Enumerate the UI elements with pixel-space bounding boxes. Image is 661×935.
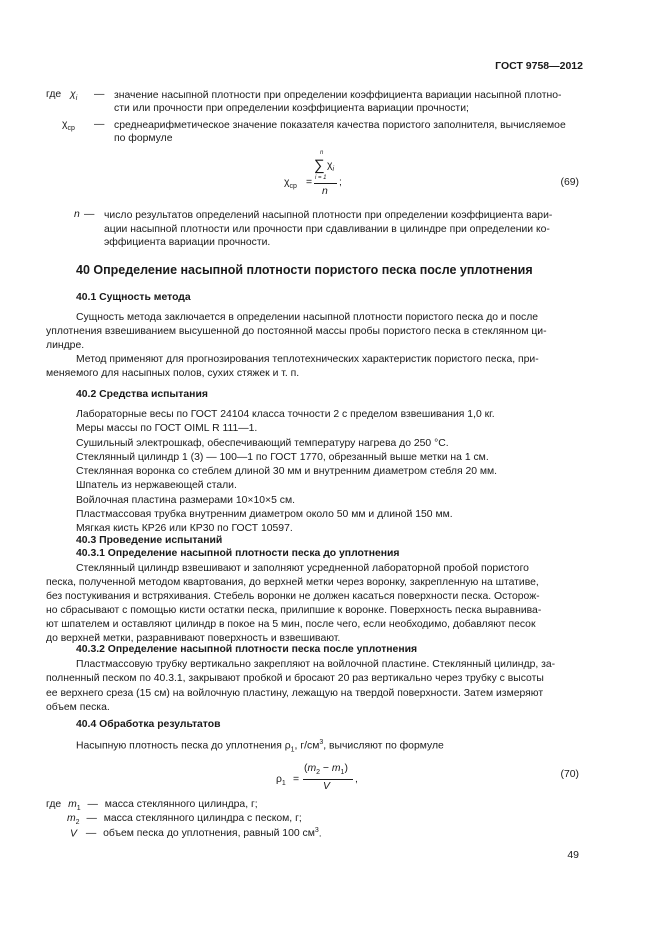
formula-69: $\chi_{ср}$ = n ∑ $\chi_i$ i = 1 n ; <box>284 150 342 197</box>
list-item: Сушильный электрошкаф, обеспечивающий температуру нагрева до 250 °С. <box>76 437 449 449</box>
equation-number-69: (69) <box>560 177 579 188</box>
list-item: Меры массы по ГОСТ OIML R 111—1. <box>76 423 258 435</box>
definition-text: среднеарифметическое значение показателя качества пористого заполнителя, вычисляемое по формуле <box>114 120 566 144</box>
section-40-3-1-title: 40.3.1 Определение насыпной плотности песка до уплотнения <box>76 548 400 559</box>
paragraph-40-1-p1: Сущность метода заключается в определении насыпной плотности пористого песка до и после уплотнения взвешиванием высушенной до постоянной массы пробы пористого песка в стеклянном ци- линдре. <box>46 312 547 352</box>
fraction-bar <box>314 183 337 184</box>
formula-lhs: $\rho_1$ <box>276 774 286 788</box>
definition-m2: $m_2$ — масса стеклянного цилиндра с песком, г; <box>67 813 302 827</box>
list-item: Шпатель из нержавеющей стали. <box>76 480 237 492</box>
definition-n: n — число результатов определений насыпной плотности при определении коэффициента вари- ации насыпной плотности или прочности при сдавливании в цилиндре при определении ко- эффициента вариации прочности. <box>46 209 579 249</box>
section-40-4-intro: Насыпную плотность песка до уплотнения $\rho_1$, $г/см^3$, вычисляют по формуле <box>76 739 444 754</box>
list-item: Стеклянная воронка со стеблем длиной 30 мм и внутренним диаметром стебля 20 мм. <box>76 466 498 478</box>
list-item: Войлочная пластина размерами 10×10×5 см. <box>76 494 295 506</box>
document-code: ГОСТ 9758—2012 <box>495 60 583 72</box>
definition-V: V — объем песка до уплотнения, равный 100 $см^3$. <box>70 827 322 840</box>
dash: — <box>94 89 105 100</box>
page-number: 49 <box>567 849 579 861</box>
formula-numerator: $(m_2 - m_1)$ <box>304 763 348 777</box>
sum-sign: ∑ <box>314 157 325 174</box>
paragraph-40-3-1: Стеклянный цилиндр взвешивают и заполняют усредненной лабораторной пробой пористого песка, полученной методом квартования, до верхней метки через воронку, закрепленную на штативе, без постукивания и встряхивания. Стебель воронки не должен касаться поверхности песка. Осторож- но сбрасывают с помощью кисти остатки песка, прилипшие к воронке. Поверхность песка выравнива- ют шпателем и оставляют цилиндр в покое на 5 мин, после чего, если необходимо, добавляют песок до верхней метки, разравнивают поверхность и взвешивают. <box>46 563 542 644</box>
equipment-list <box>76 408 579 537</box>
section-40-3-title: 40.3 Проведение испытаний <box>76 535 223 546</box>
definition-m1: где $m_1$ — масса стеклянного цилиндра, г; <box>46 799 258 813</box>
fraction-bar <box>303 779 353 780</box>
dash: — <box>94 119 105 130</box>
definition-chi-avg <box>46 119 579 145</box>
list-item: Пластмассовая трубка внутренним диаметром около 50 мм и длиной 150 мм. <box>76 509 453 521</box>
section-40-title: 40 Определение насыпной плотности пористого песка после уплотнения <box>76 263 533 277</box>
section-40-3-2-title: 40.3.2 Определение насыпной плотности песка после уплотнения <box>76 644 418 655</box>
definition-chi-i <box>46 89 579 115</box>
paragraph-40-3-2: Пластмассовую трубку вертикально закрепляют на войлочной пластине. Стеклянный цилиндр, за- полненный песком по 40.3.1, закрывают пробкой и бросают 20 раз вертикально через трубку с высоты ее верхнего среза (15 см) на войлочную пластину, лежащую на твердой поверхности. Затем измеряют объем песка. <box>46 659 556 713</box>
symbol-n: n <box>74 209 80 220</box>
section-40-4-title: 40.4 Обработка результатов <box>76 719 221 730</box>
paragraph-40-1-p2: Метод применяют для прогнозирования теплотехнических характеристик пористого песка, при- меняемого для насыпных полов, сухих стяжек и т. п. <box>46 354 539 380</box>
section-40-1-title: 40.1 Сущность метода <box>76 292 191 303</box>
section-40-2-title: 40.2 Средства испытания <box>76 389 208 400</box>
definition-text: значение насыпной плотности при определении коэффициента вариации насыпной плотно- сти или прочности при определении коэффициента вариации прочности; <box>114 90 562 114</box>
sum-term: $\chi_i$ <box>327 160 335 174</box>
symbol-chi-i: $\chi_i$ <box>70 89 78 103</box>
equation-number-70: (70) <box>560 769 579 780</box>
symbol-chi-avg: $\chi_{ср}$ <box>62 119 75 133</box>
where-label: где <box>46 89 62 100</box>
list-item: Лабораторные весы по ГОСТ 24104 класса точности 2 с пределом взвешивания 1,0 кг. <box>76 409 495 420</box>
list-item: Мягкая кисть КР26 или КР30 по ГОСТ 10597. <box>76 523 293 535</box>
definition-text: число результатов определений насыпной плотности при определении коэффициента вари- ации насыпной плотности или прочности при сдавливании в цилиндре при определении ко- эффициента вариации прочности. <box>104 210 553 248</box>
formula-lhs: $\chi_{ср}$ <box>284 177 297 191</box>
formula-70: $\rho_1$ = $(m_2 - m_1)$ V , <box>276 763 358 792</box>
list-item: Стеклянный цилиндр 1 (3) — 100—1 по ГОСТ 1770, обрезанный выше метки на 1 см. <box>76 451 489 463</box>
